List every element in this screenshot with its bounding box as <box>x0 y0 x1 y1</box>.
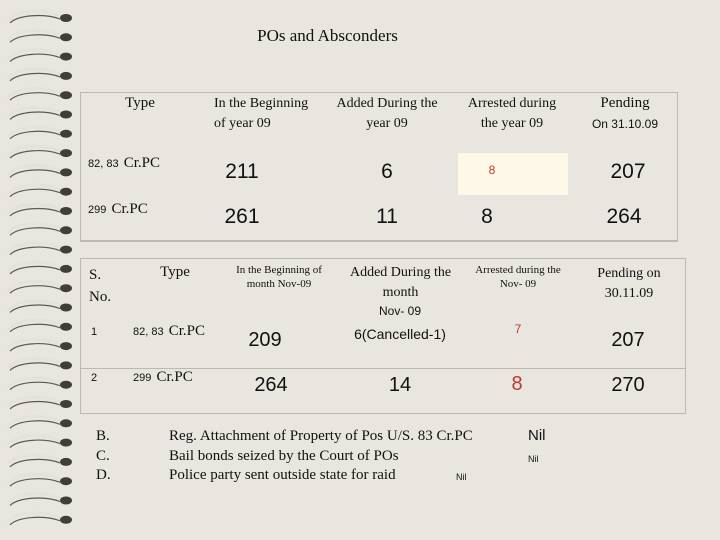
binding-ring <box>8 204 72 216</box>
binding-ring <box>8 243 72 255</box>
t1-row2-type-text: Cr.PC <box>111 201 148 217</box>
t2-row2-pending: 270 <box>611 374 645 396</box>
t2-row1-added: 6(Cancelled-1) <box>354 326 446 342</box>
t2-row1-pending: 207 <box>611 329 645 351</box>
binding-ring <box>8 301 72 313</box>
footer-text-d: Police party sent outside state for raid <box>169 467 396 483</box>
binding-ring <box>8 378 72 390</box>
binding-ring <box>8 88 72 100</box>
footer-letter-b: B. <box>96 428 110 444</box>
t1-row1-added: 6 <box>381 160 393 183</box>
t2-header-beginning: In the Beginning of month Nov-09 <box>236 264 322 290</box>
binding-ring <box>8 223 72 235</box>
t1-row1-arrested: 8 <box>488 163 496 177</box>
t2-row1-type <box>133 320 205 340</box>
binding-ring <box>8 69 72 81</box>
t2-row2-type-num: 299 <box>133 372 152 384</box>
binding-ring <box>8 127 72 139</box>
t1-header-arrested: Arrested during the year 09 <box>467 96 557 131</box>
footer-text-c: Bail bonds seized by the Court of POs <box>169 448 399 464</box>
t2-header-pending: Pending on 30.11.09 <box>597 266 661 301</box>
binding-ring <box>8 146 72 158</box>
t1-header-pending: Pending <box>600 95 650 111</box>
t1-row1-type-num: 82, 83 <box>88 158 119 170</box>
footer-value-d: Nil <box>456 472 467 482</box>
t2-row2-type-text: Cr.PC <box>156 369 193 385</box>
binding-ring <box>8 50 72 62</box>
t2-row2-arrested: 8 <box>511 373 523 395</box>
t1-row1-type <box>88 152 160 172</box>
t1-row2-pending: 264 <box>606 205 642 228</box>
t2-row1-beginning: 209 <box>248 329 282 351</box>
t1-row1-pending: 207 <box>610 160 646 183</box>
spiral-binding <box>0 0 82 540</box>
t1-row1-type-text: Cr.PC <box>123 155 160 171</box>
t2-header-sno: S. No. <box>89 267 112 305</box>
binding-ring <box>8 262 72 274</box>
binding-ring <box>8 11 72 23</box>
footer-value-c: Nil <box>528 454 539 464</box>
t2-row2-type <box>133 366 193 386</box>
binding-ring <box>8 436 72 448</box>
binding-ring <box>8 474 72 486</box>
binding-ring <box>8 416 72 428</box>
footer-letter-c: C. <box>96 448 110 464</box>
binding-ring <box>8 320 72 332</box>
t2-row1-sno: 1 <box>91 326 98 338</box>
t1-row2-added: 11 <box>376 205 398 228</box>
binding-ring <box>8 30 72 42</box>
page-title: POs and Absconders <box>257 26 398 45</box>
t1-row2-arrested: 8 <box>481 205 493 228</box>
t1-header-beginning: In the Beginning of year 09 <box>214 96 309 131</box>
binding-ring <box>8 359 72 371</box>
t2-header-added: Added During the month <box>349 265 452 300</box>
footer-value-b: Nil <box>528 427 546 444</box>
t1-row2-beginning: 261 <box>224 205 260 228</box>
binding-ring <box>8 185 72 197</box>
t2-header-type: Type <box>160 264 190 280</box>
binding-ring <box>8 513 72 525</box>
t2-row1-type-text: Cr.PC <box>168 323 205 339</box>
t2-header-added-month: Nov- 09 <box>378 304 422 318</box>
binding-ring <box>8 166 72 178</box>
t2-row2-added: 14 <box>388 374 412 396</box>
t2-row2-beginning: 264 <box>254 374 288 396</box>
binding-ring <box>8 455 72 467</box>
t1-row2-type <box>88 198 148 218</box>
t2-row2-sno: 2 <box>91 372 98 384</box>
binding-ring <box>8 281 72 293</box>
t1-header-type: Type <box>125 95 155 111</box>
t1-row1-beginning: 211 <box>225 160 259 183</box>
footer-letter-d: D. <box>96 467 111 483</box>
table-1-divider <box>80 240 678 241</box>
t2-row1-arrested: 7 <box>514 322 522 336</box>
t1-header-pending-date: On 31.10.09 <box>591 117 659 131</box>
t2-header-arrested: Arrested during the Nov- 09 <box>475 264 561 290</box>
t1-row2-type-num: 299 <box>88 204 107 216</box>
footer-text-b: Reg. Attachment of Property of Pos U/S. 83 Cr.PC <box>169 428 473 444</box>
binding-ring <box>8 108 72 120</box>
t1-header-added: Added During the year 09 <box>336 96 438 131</box>
binding-ring <box>8 397 72 409</box>
t2-row1-type-num: 82, 83 <box>133 326 164 338</box>
binding-ring <box>8 339 72 351</box>
binding-ring <box>8 494 72 506</box>
